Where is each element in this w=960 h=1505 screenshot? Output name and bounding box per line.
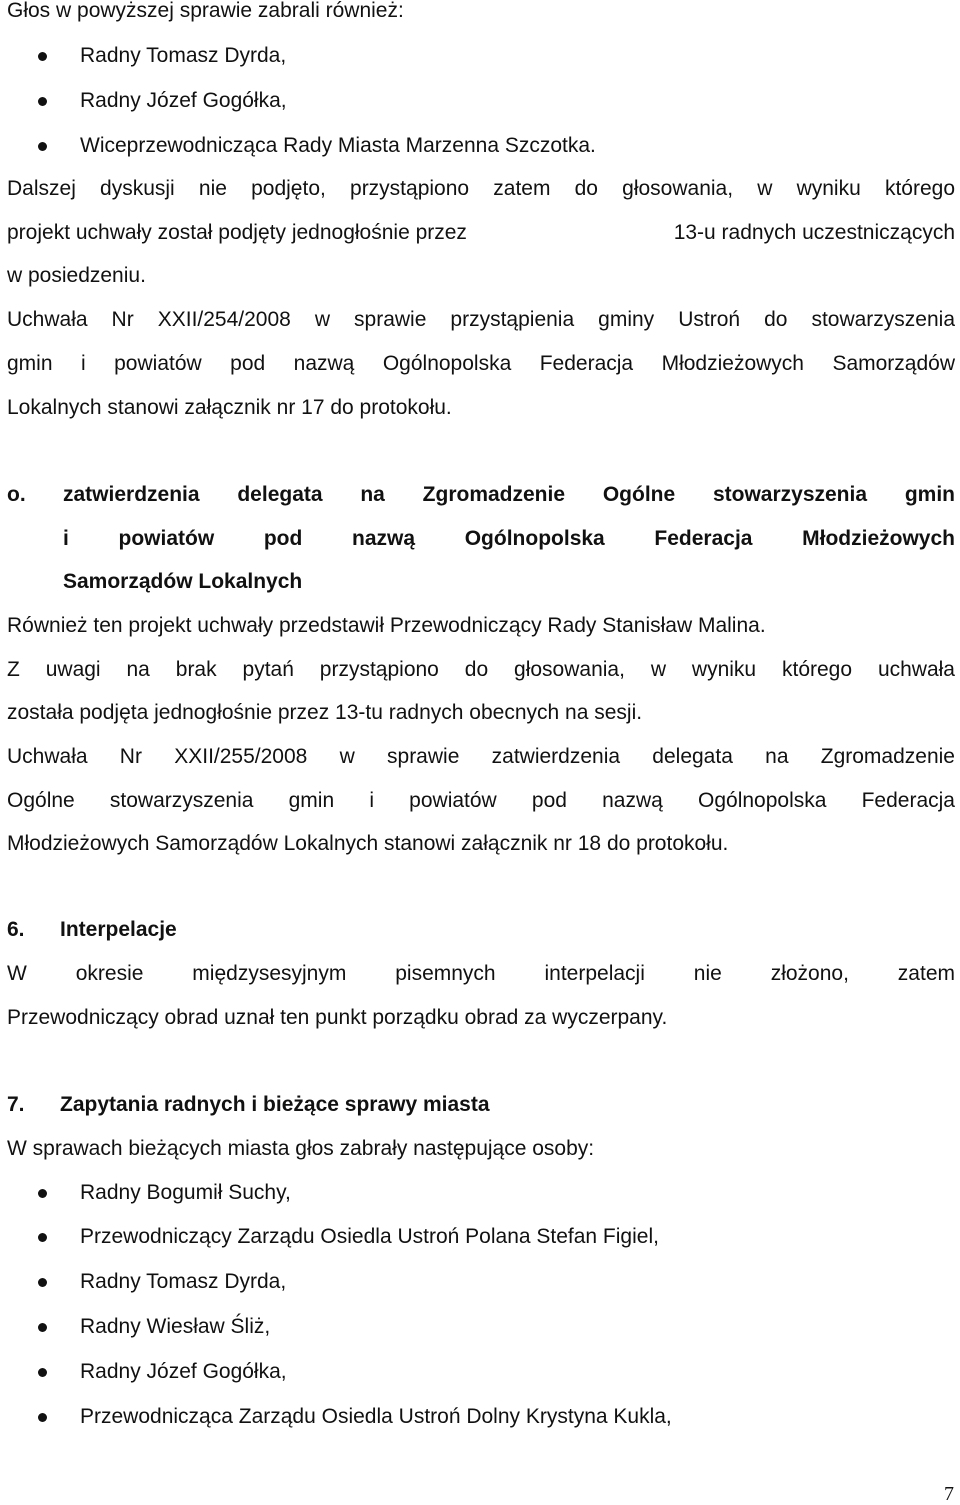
item-title-line: Samorządów Lokalnych: [63, 570, 303, 593]
resolution-line: Uchwała Nr XXII/255/2008 w sprawie zatwierdzenia delegata na Zgromadzenie: [7, 745, 955, 768]
item-title-line: zatwierdzenia delegata na Zgromadzenie Ogólne stowarzyszenia gmin: [63, 483, 955, 506]
list-item: Wiceprzewodnicząca Rady Miasta Marzenna Szczotka.: [80, 134, 596, 157]
paragraph-line: w posiedzeniu.: [7, 264, 146, 287]
item-title-line: i powiatów pod nazwą Ogólnopolska Federacja Młodzieżowych: [63, 527, 955, 550]
list-item: Radny Józef Gogółka,: [80, 1360, 287, 1383]
bullet-icon: [38, 1413, 47, 1422]
resolution-line: Uchwała Nr XXII/254/2008 w sprawie przystąpienia gminy Ustroń do stowarzyszenia: [7, 308, 955, 331]
list-item: Przewodniczący Zarządu Osiedla Ustroń Polana Stefan Figiel,: [80, 1225, 659, 1248]
list-item: Radny Józef Gogółka,: [80, 89, 287, 112]
list-item: Radny Tomasz Dyrda,: [80, 44, 287, 67]
list-item: Radny Wiesław Śliż,: [80, 1315, 271, 1338]
paragraph-line: projekt uchwały został podjęty jednogłośnie przez: [7, 221, 467, 244]
section-heading: Zapytania radnych i bieżące sprawy miasta: [60, 1093, 490, 1116]
resolution-line: Ogólne stowarzyszenia gmin i powiatów pod nazwą Ogólnopolska Federacja: [7, 789, 955, 812]
paragraph-line: Przewodniczący obrad uznał ten punkt porządku obrad za wyczerpany.: [7, 1006, 668, 1029]
item-marker: o.: [7, 483, 26, 506]
section-heading: Interpelacje: [60, 918, 177, 941]
paragraph-line: Dalszej dyskusji nie podjęto, przystąpiono zatem do głosowania, w wyniku którego: [7, 177, 955, 200]
resolution-line: Młodzieżowych Samorządów Lokalnych stanowi załącznik nr 18 do protokołu.: [7, 832, 729, 855]
bullet-icon: [38, 1233, 47, 1242]
paragraph-line: Również ten projekt uchwały przedstawił Przewodniczący Rady Stanisław Malina.: [7, 614, 766, 637]
paragraph-line: W okresie międzysesyjnym pisemnych interpelacji nie złożono, zatem: [7, 962, 955, 985]
paragraph-line: W sprawach bieżących miasta głos zabrały następujące osoby:: [7, 1137, 595, 1160]
resolution-line: Lokalnych stanowi załącznik nr 17 do protokołu.: [7, 396, 452, 419]
paragraph-line: została podjęta jednogłośnie przez 13-tu radnych obecnych na sesji.: [7, 701, 643, 724]
list-item: Przewodnicząca Zarządu Osiedla Ustroń Dolny Krystyna Kukla,: [80, 1405, 672, 1428]
section-number: 6.: [7, 918, 25, 941]
bullet-icon: [38, 52, 47, 61]
list-item: Radny Bogumił Suchy,: [80, 1181, 291, 1204]
intro-text: Głos w powyższej sprawie zabrali również:: [7, 0, 404, 22]
paragraph-line: 13-u radnych uczestniczących: [673, 221, 955, 244]
resolution-line: gmin i powiatów pod nazwą Ogólnopolska Federacja Młodzieżowych Samorządów: [7, 352, 955, 375]
section-number: 7.: [7, 1093, 25, 1116]
bullet-icon: [38, 1368, 47, 1377]
bullet-icon: [38, 97, 47, 106]
bullet-icon: [38, 1189, 47, 1198]
paragraph-line: Z uwagi na brak pytań przystąpiono do głosowania, w wyniku którego uchwała: [7, 658, 955, 681]
bullet-icon: [38, 1323, 47, 1332]
page-number: 7: [944, 1483, 954, 1505]
bullet-icon: [38, 142, 47, 151]
list-item: Radny Tomasz Dyrda,: [80, 1270, 287, 1293]
bullet-icon: [38, 1278, 47, 1287]
